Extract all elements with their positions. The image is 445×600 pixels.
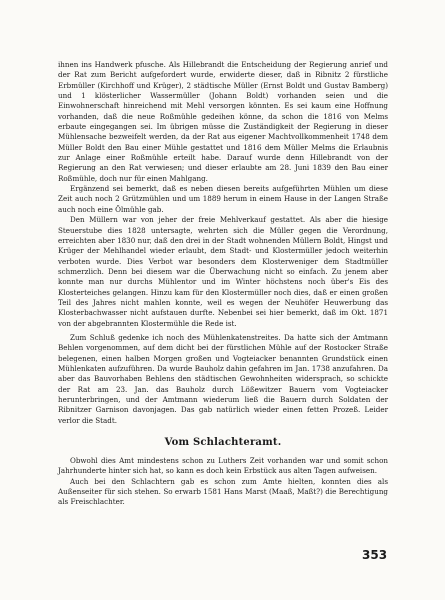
paragraph-4: Zum Schluß gedenke ich noch des Mühlenkatenstreites. Da hatte sich der Amtmann Behlen vorgenommen, auf dem dicht bei der fürstlichen Mühle auf der Rostocker Straße belegenen, einen halben Morgen großen und Vogteiacker benannten Grundstück einen Mühlenkaten aufzuführen. Da wurde Bauholz dahin gefahren im Jan. 1738 anzufahren. Da aber das Bauvorhaben Behlens den städtischen Gewohnheiten widersprach, so schickte der Rat am 23. Jan. das Bauholz durch Lößewitzer Bauern vom Vogteiacker herunterbringen, und der Amtmann wiederum ließ die Bauern durch Soldaten der Ribnitzer Garnison davonjagen. Das gab natürlich wieder einen fetten Prozeß. Leider verlor die Stadt. bbox=[58, 332, 388, 425]
paragraph-5: Obwohl dies Amt mindestens schon zu Luthers Zeit vorhanden war und somit schon Jahrhunderte hinter sich hat, so kann es doch kein Erbstück aus alten Tagen aufweisen. bbox=[58, 456, 388, 476]
paragraph-2: Ergänzend sei bemerkt, daß es neben diesen bereits aufgeführten Mühlen um diese Zeit auch noch 2 Grützmühlen und um 1889 herum in einem Hause in der Langen Straße auch noch eine Ölmühle gab. bbox=[58, 184, 388, 214]
section-heading: Vom Schlachteramt. bbox=[164, 437, 282, 449]
page-number: 353 bbox=[362, 548, 388, 562]
paragraph-3: Den Müllern war von jeher der freie Mehlverkauf gestattet. Als aber die hiesige Steuerstube dies 1828 untersagte, wehrten sich die Müller gegen die Verordnung, erreichten aber 1830 nur, daß den drei in der Stadt wohnenden Müllern Boldt, Hingst und Krüger der Mehlhandel wieder erlaubt, dem Stadt- und Klostermüller jedoch weiterhin verboten wurde. Dies Verbot war besonders dem Klosterweniger dem Stadtmüller schmerzlich. Denn bei diesem war die Überwachung nicht so einfach. Zu jenem aber konnte man nur durchs Mühlentor und im Winter höchstens noch über's Eis des Klosterteiches gelangen. Hinzu kam für den Klostermüller noch dies, daß er einen großen Teil des Jahres nicht mahlen konnte, weil es wegen der Neuhöfer Heuwerbung das Klosterbachwasser nicht aufstauen durfte. Nebenbei sei hier bemerkt, daß im Okt. 1871 von der abgebrannten Klostermühle die Rede ist. bbox=[58, 215, 388, 328]
paragraph-6: Auch bei den Schlachtern gab es schon zum Amte hielten, konnten dies als Außenseiter für sich stehen. So erwarb 1581 Hans Marst (Maaß, Maßt?) die Berechtigung als Freischlachter. bbox=[58, 476, 388, 507]
paragraph-1: ihnen ins Handwerk pfusche. Als Hillebrandt die Entscheidung der Regierung anrief und der Rat zum Bericht aufgefordert wurde, erwiderte dieser, daß in Ribnitz 2 fürstliche Erbmüller (Kirchhoff und Krüger), 2 städtische Müller (Ernst Boldt und Gustav Bamberg) und 1 klösterlicher Wassermüller (Johann Boldt) vorhanden seien und die Einwohnerschaft hinreichend mit Mehl versorgen könnten. Es sei kaum eine Hoffnung vorhanden, daß die neue Roßmühle gedeihen könne, da schon die 1816 von Melms erbaute eingegangen sei. Im übrigen müsse die Zuständigkeit der Regierung in dieser Mühlensache bezweifelt werden, da der Rat aus eigener Machtvollkommenheit 1748 dem Müller Boldt den Bau einer Mühle gestattet und 1816 dem Müller Melms die Erlaubnis zur Anlage einer Roßmühle erteilt habe. Darauf wurde denn Hillebrandt von der Regierung an den Rat verwiesen; und dieser erlaubte am 28. Juni 1839 den Bau einer Roßmühle, doch nur für einen Mahlgang. bbox=[58, 60, 388, 183]
document-page bbox=[58, 60, 388, 508]
